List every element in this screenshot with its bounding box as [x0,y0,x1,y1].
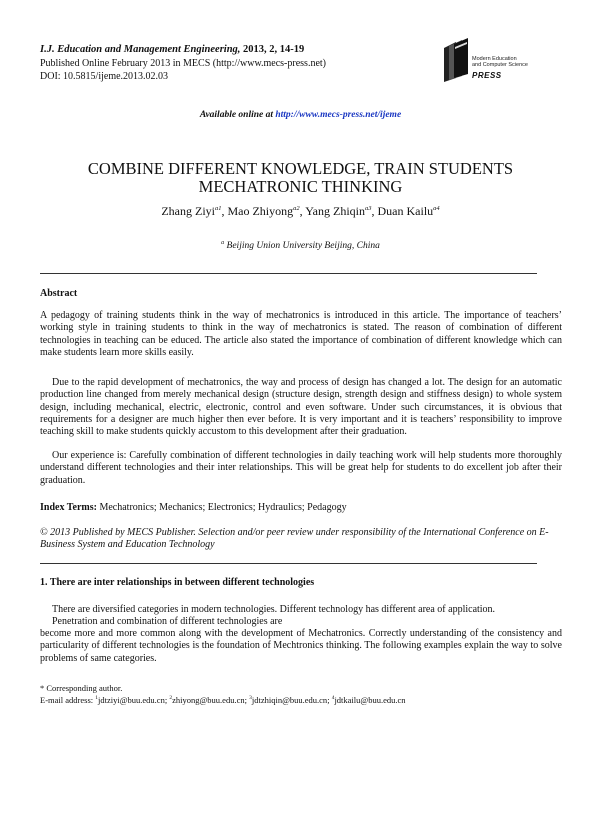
section-1-heading: 1. There are inter relationships in between different technologies [40,577,315,588]
journal-issue: 2013, 2, 14-19 [240,44,305,55]
author-sup: a4 [433,205,440,212]
section-1-line-2: Penetration and combination of different technologies are [52,616,283,627]
email-label: E-mail address: [40,694,96,705]
author-name: Duan Kailu [377,204,434,218]
corresponding-author-note: * Corresponding author. [40,683,123,693]
publisher-logo [442,38,572,88]
abstract-paragraph-1: A pedagogy of training students think in the way of mechatronics is introduced in this article. The importance of teachers’ working style in training students to think in the way of mechatronics is stated. The reason of combination of different technologies in teaching can be educed. The article also stated the importance of combination of different knowledge which can make students learn more skills easily. [40,310,562,358]
email-footnote: E-mail address: $^1$jdtziyi@buu.edu.cn; $^2$zhiyong@buu.edu.cn; $^3$jdtzhiqin@buu.edu.cn; $^4$jdtkailu@buu.edu.cn [40,694,406,705]
logo-line-2: and Computer Science [472,62,528,68]
section-1-paragraph: become more and more common along with the development of Mechatronics. Correctly understanding of the consistency and particularity of different technologies is the foundation of Mechtronics thinking. The following examples explain the way to solve problems of same categories. [40,628,562,664]
logo-press: PRESS [472,71,502,80]
logo-text [472,56,528,68]
affiliation [0,240,601,251]
abstract-paragraph-2: Due to the rapid development of mechatronics, the way and process of design has changed a lot. The design for an automatic production line changed from merely mechanical design (structure design, strength design and stiffness design) to whole system design, including mechanical, electric, electronic, control and even software. Under such circumstances, it is obvious that requirements for a designer are much higher then ever before. It is very important and it is teachers’ responsibility to improve teaching skill to make students quickly accustom to this development after their graduation. [40,377,562,438]
email-link[interactable]: zhiyong@buu.edu.cn [172,694,245,705]
abstract-paragraph-3: Our experience is: Carefully combination of different technologies in daily teaching work will help students more thoroughly understand different technologies and their inter relationships. This will be great help for students to do excellent job after their graduation. [40,450,562,486]
index-terms-label: Index Terms: [40,502,97,513]
book-stack-logo-icon [442,38,472,84]
email-link[interactable]: jdtzhiqin@buu.edu.cn [251,694,328,705]
author-list: Zhang Ziyi$^{a1}$, Mao Zhiyong$^{a2}$, Yang Zhiqin$^{a3}$, Duan Kailu$^{a4}$ [161,204,440,218]
published-line: Published Online February 2013 in MECS (http://www.mecs-press.net) [40,58,326,69]
logo-line-1: Modern Education [472,56,517,62]
email-sup: 2 [169,695,173,701]
author-sup: a1 [214,205,222,212]
copyright-notice: © 2013 Published by MECS Publisher. Selection and/or peer review under responsibility of the International Conference on E-Business System and Education Technology [40,527,549,551]
available-url-link[interactable]: http://www.mecs-press.net/ijeme [275,110,402,120]
divider-top [40,273,537,274]
paper-title: COMBINE DIFFERENT KNOWLEDGE, TRAIN STUDENTS MECHATRONIC THINKING [87,159,514,196]
author-name: Yang Zhiqin [305,204,366,218]
affiliation-sup: a [221,240,225,246]
available-prefix: Available online at [199,110,276,120]
available-online [0,110,601,120]
author-sup: a2 [293,205,300,212]
divider-bottom [40,563,537,564]
index-terms-value: Mechatronics; Mechanics; Electronics; Hydraulics; Pedagogy [96,502,347,513]
email-sup: 3 [249,695,252,701]
section-1-line-1: There are diversified categories in modern technologies. Different technology has different area of application. [52,604,496,615]
author-name: Zhang Ziyi [161,204,215,218]
doi-line: DOI: 10.5815/ijeme.2013.02.03 [40,71,169,82]
affiliation-text: Beijing Union University Beijing, China [226,241,380,252]
index-terms [40,502,562,514]
email-link[interactable]: jdtziyi@buu.edu.cn [97,694,165,705]
email-sup: 4 [331,695,335,701]
email-link[interactable]: jdtkailu@buu.edu.cn [334,694,406,705]
author-sup: a3 [365,205,372,212]
journal-title: I.J. Education and Management Engineering, [40,44,241,55]
journal-citation [40,44,304,55]
email-sup: 1 [95,695,98,701]
author-name: Mao Zhiyong [227,204,294,218]
abstract-heading: Abstract [40,288,78,299]
